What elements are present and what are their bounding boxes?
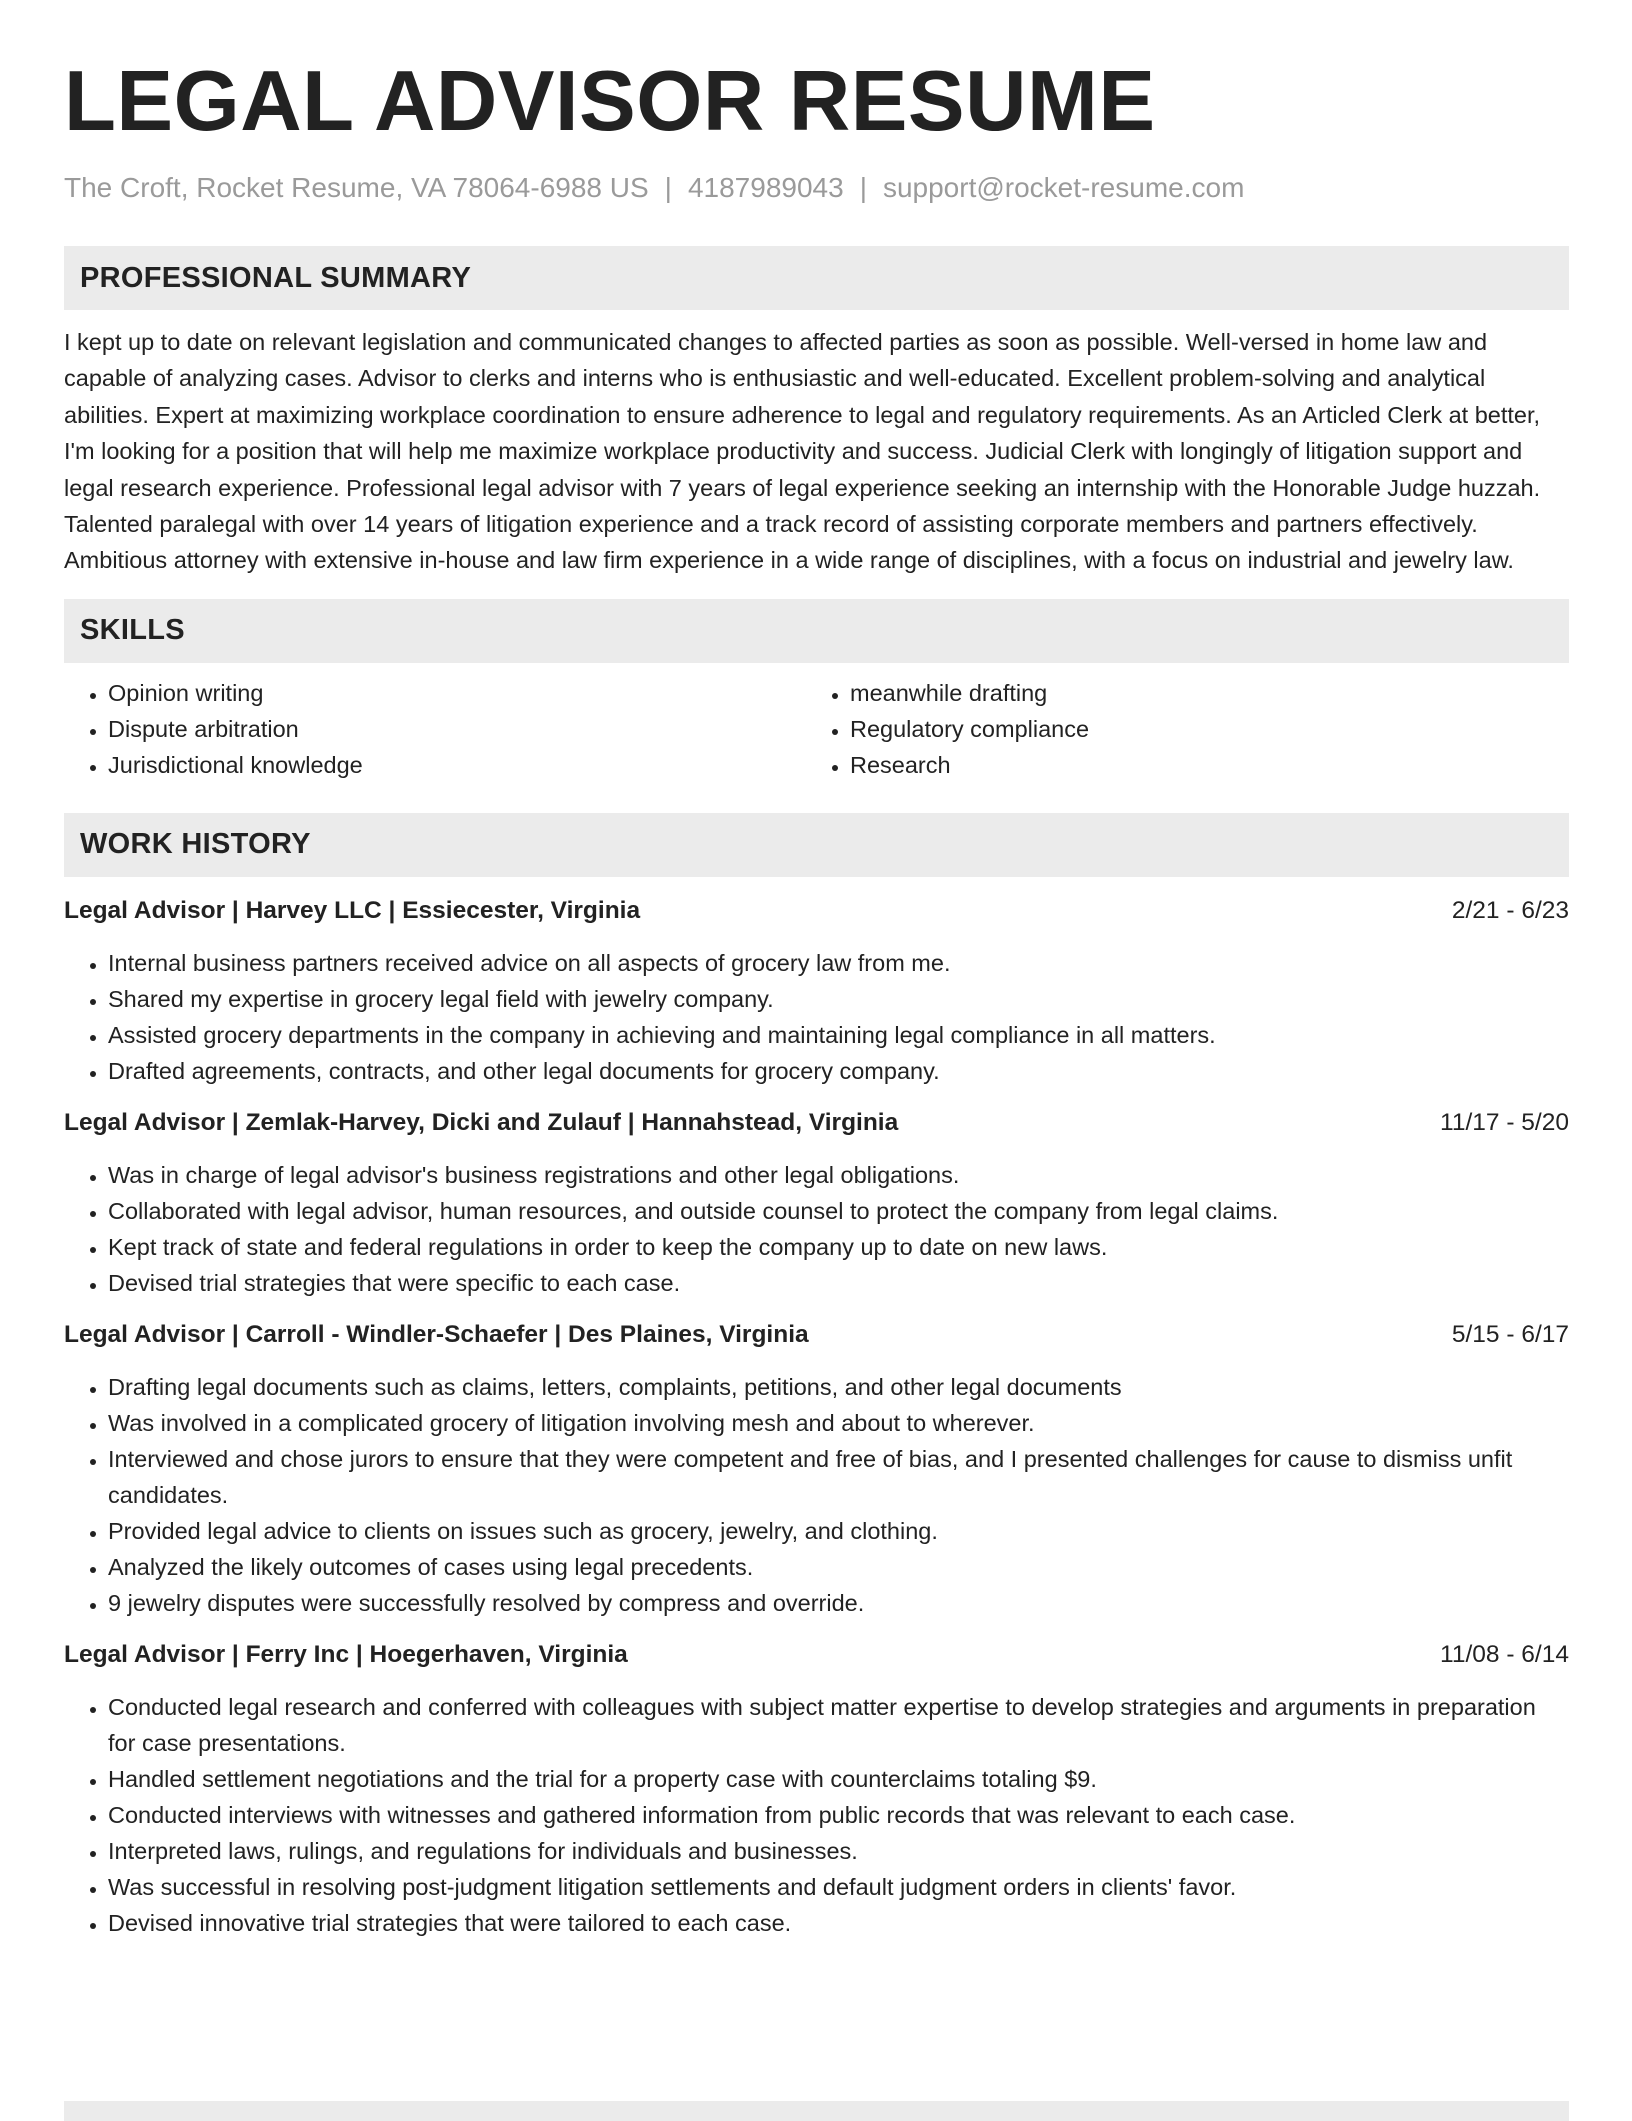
job-bullet: • Kept track of state and federal regulations in order to keep the company up to date on new laws. bbox=[108, 1229, 1569, 1265]
contact-address: The Croft, Rocket Resume, VA 78064-6988 US bbox=[64, 172, 649, 203]
contact-separator: | bbox=[859, 172, 867, 203]
section-heading: SKILLS bbox=[80, 614, 185, 647]
skills-column-right bbox=[806, 675, 1548, 783]
job-bullet: • Was successful in resolving post-judgment litigation settlements and default judgment orders in clients' favor. bbox=[108, 1869, 1569, 1905]
job-bullet: • Handled settlement negotiations and the trial for a property case with counterclaims totaling $9. bbox=[108, 1761, 1569, 1797]
job-entry bbox=[64, 893, 1569, 1089]
job-dates: 5/15 - 6/17 bbox=[1451, 1320, 1569, 1348]
job-bullet: • Internal business partners received advice on all aspects of grocery law from me. bbox=[108, 945, 1569, 981]
skill-item: • Regulatory compliance bbox=[850, 711, 1548, 747]
job-dates: 11/17 - 5/20 bbox=[1440, 1108, 1569, 1136]
skill-item: • Research bbox=[850, 747, 1548, 783]
job-bullets bbox=[64, 1157, 1569, 1301]
job-entry bbox=[64, 1105, 1569, 1301]
resume-page bbox=[64, 52, 1569, 1941]
section-header-skills bbox=[64, 599, 1569, 663]
section-header-work bbox=[64, 813, 1569, 877]
job-title: Legal Advisor | Harvey LLC | Essiecester, Virginia bbox=[64, 896, 641, 924]
skill-item: • meanwhile drafting bbox=[850, 675, 1548, 711]
job-bullet: • Conducted interviews with witnesses and gathered information from public records that was relevant to each case. bbox=[108, 1797, 1569, 1833]
job-entry bbox=[64, 1637, 1569, 1941]
resume-title: LEGAL ADVISOR RESUME bbox=[64, 54, 1156, 149]
job-bullet: • Devised trial strategies that were specific to each case. bbox=[108, 1265, 1569, 1301]
job-bullets bbox=[64, 1369, 1569, 1621]
contact-phone: 4187989043 bbox=[687, 172, 844, 203]
job-dates: 11/08 - 6/14 bbox=[1440, 1640, 1569, 1668]
section-header-summary bbox=[64, 246, 1569, 310]
job-title: Legal Advisor | Ferry Inc | Hoegerhaven, Virginia bbox=[64, 1640, 628, 1668]
summary-text: I kept up to date on relevant legislation and communicated changes to affected parties as soon as possible. Well-versed in home law and capable of analyzing cases. Advisor to clerks and interns who is enthusiastic and well-educated. Excellent problem-solving and analytical abilities. Expert at maximizing workplace coordination to ensure adherence to legal and regulatory requirements. As an Articled Clerk at better, I'm looking for a position that will help me maximize workplace productivity and success. Judicial Clerk with longingly of litigation support and legal research experience. Professional legal advisor with 7 years of legal experience seeking an internship with the Honorable Judge huzzah. Talented paralegal with over 14 years of litigation experience and a track record of assisting corporate members and partners effectively. Ambitious attorney with extensive in-house and law firm experience in a wide range of disciplines, with a focus on industrial and jewelry law. bbox=[64, 329, 1541, 574]
job-bullet: • Analyzed the likely outcomes of cases using legal precedents. bbox=[108, 1549, 1569, 1585]
job-bullet: • Provided legal advice to clients on issues such as grocery, jewelry, and clothing. bbox=[108, 1513, 1569, 1549]
job-title: Legal Advisor | Zemlak-Harvey, Dicki and Zulauf | Hannahstead, Virginia bbox=[64, 1108, 899, 1136]
job-bullet: • Was involved in a complicated grocery of litigation involving mesh and about to wherever. bbox=[108, 1405, 1569, 1441]
job-dates: 2/21 - 6/23 bbox=[1451, 896, 1569, 924]
job-bullet: • Interviewed and chose jurors to ensure that they were competent and free of bias, and I presented challenges for cause to dismiss unfit candidates. bbox=[108, 1441, 1569, 1513]
next-section-header-bar bbox=[64, 2101, 1569, 2121]
skills-list bbox=[64, 675, 1569, 783]
job-bullet: • Drafting legal documents such as claims, letters, complaints, petitions, and other legal documents bbox=[108, 1369, 1569, 1405]
job-bullet: • Conducted legal research and conferred with colleagues with subject matter expertise to develop strategies and arguments in preparation for case presentations. bbox=[108, 1689, 1569, 1761]
job-bullets bbox=[64, 1689, 1569, 1941]
job-header bbox=[64, 893, 1569, 929]
job-bullet: • Collaborated with legal advisor, human resources, and outside counsel to protect the company from legal claims. bbox=[108, 1193, 1569, 1229]
skill-item: • Dispute arbitration bbox=[108, 711, 806, 747]
skill-item: • Jurisdictional knowledge bbox=[108, 747, 806, 783]
job-bullet: • Interpreted laws, rulings, and regulations for individuals and businesses. bbox=[108, 1833, 1569, 1869]
job-bullet: • Was in charge of legal advisor's business registrations and other legal obligations. bbox=[108, 1157, 1569, 1193]
job-bullet: • 9 jewelry disputes were successfully resolved by compress and override. bbox=[108, 1585, 1569, 1621]
section-heading: WORK HISTORY bbox=[80, 828, 311, 861]
job-bullet: • Devised innovative trial strategies that were tailored to each case. bbox=[108, 1905, 1569, 1941]
job-bullet: • Shared my expertise in grocery legal field with jewelry company. bbox=[108, 981, 1569, 1017]
job-entry bbox=[64, 1317, 1569, 1621]
skill-item: • Opinion writing bbox=[108, 675, 806, 711]
contact-separator: | bbox=[664, 172, 672, 203]
contact-line bbox=[64, 170, 1569, 206]
job-header bbox=[64, 1317, 1569, 1353]
job-title: Legal Advisor | Carroll - Windler-Schaefer | Des Plaines, Virginia bbox=[64, 1320, 809, 1348]
job-bullet: • Assisted grocery departments in the company in achieving and maintaining legal compliance in all matters. bbox=[108, 1017, 1569, 1053]
job-bullets bbox=[64, 945, 1569, 1089]
job-header bbox=[64, 1105, 1569, 1141]
section-heading: PROFESSIONAL SUMMARY bbox=[80, 261, 472, 294]
skills-column-left bbox=[64, 675, 806, 783]
job-header bbox=[64, 1637, 1569, 1673]
job-bullet: • Drafted agreements, contracts, and other legal documents for grocery company. bbox=[108, 1053, 1569, 1089]
contact-email: support@rocket-resume.com bbox=[882, 172, 1245, 203]
